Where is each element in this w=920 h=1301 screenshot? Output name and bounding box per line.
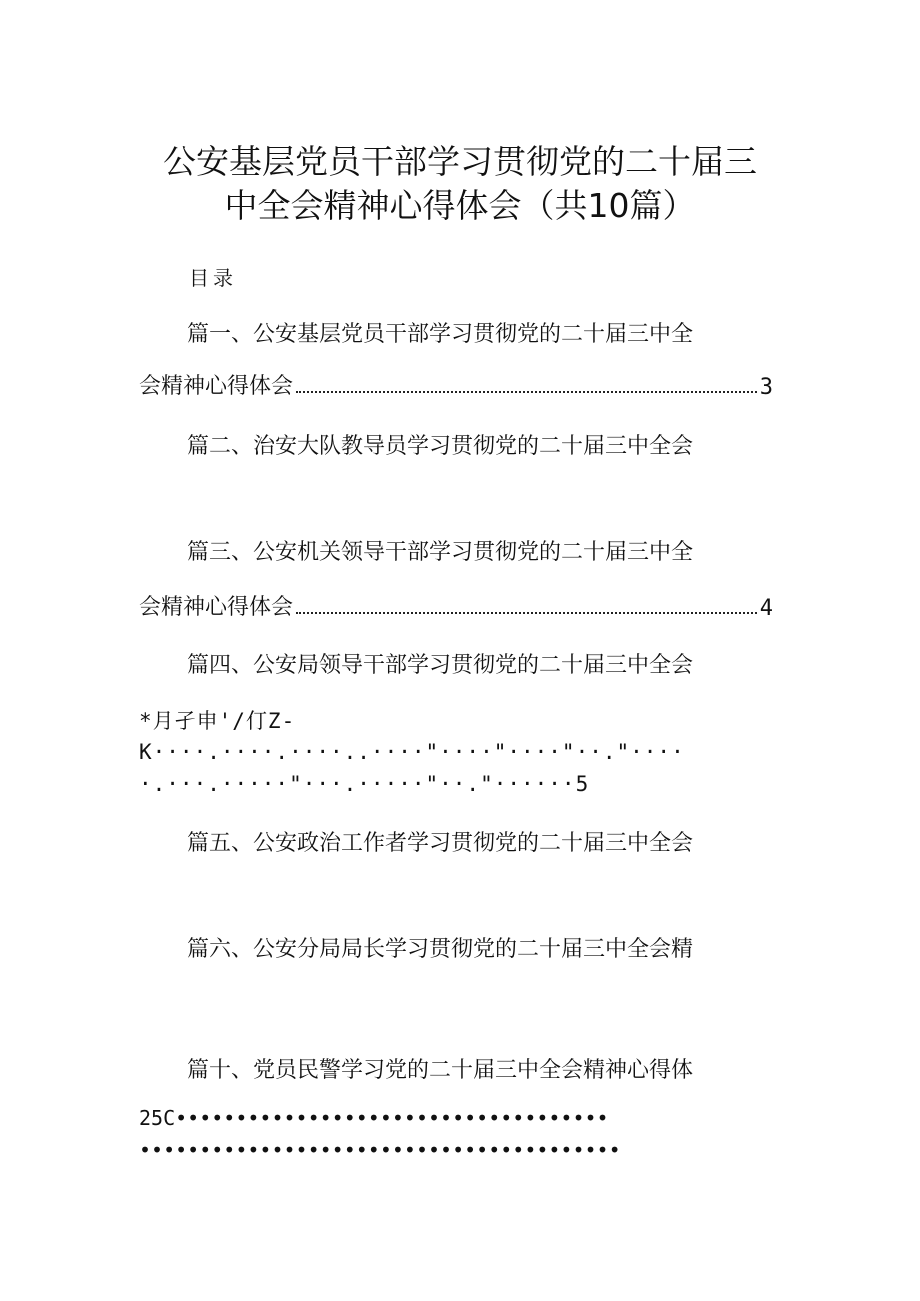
toc-entry-7-garbled-line-2: •••••••••••••••••••••••••••••••••••••••• [139, 1138, 621, 1162]
toc-entry-5-title: 篇五、公安政治工作者学习贯彻党的二十届三中全会 [187, 831, 694, 856]
toc-entry-2-title: 篇二、治安大队教导员学习贯彻党的二十届三中全会 [187, 434, 694, 459]
toc-entry-7-title: 篇十、党员民警学习党的二十届三中全会精神心得体 [187, 1058, 694, 1083]
dot-leader [296, 612, 757, 614]
document-title-line-1: 公安基层党员干部学习贯彻党的二十届三 [163, 142, 757, 181]
toc-entry-4-garbled-line-2: K····.····.····..····"····"····"··."···· [139, 740, 685, 764]
toc-entry-7-garbled-line-1: 25C•••••••••••••••••••••••••••••••••••• [139, 1106, 609, 1130]
toc-entry-3-title: 篇三、公安机关领导干部学习贯彻党的二十届三中全 [187, 540, 694, 565]
toc-entry-1-leader [139, 370, 773, 400]
toc-entry-4-garbled-line-3: ·.···.·····"···.·····"··."······5 [139, 772, 590, 796]
toc-entry-6-title: 篇六、公安分局局长学习贯彻党的二十届三中全会精 [187, 937, 694, 962]
toc-entry-1-continuation: 会精神心得体会 [139, 374, 294, 399]
toc-heading: 目录 [189, 266, 237, 290]
toc-entry-1-page: 3 [759, 375, 773, 400]
toc-entry-3-page: 4 [759, 596, 773, 621]
toc-entry-3-leader [139, 591, 773, 621]
document-title-line-2: 中全会精神心得体会（共10篇） [224, 186, 696, 225]
toc-entry-4-garbled-line-1: *月孑申'/仃Z- [139, 709, 296, 733]
toc-entry-1-title: 篇一、公安基层党员干部学习贯彻党的二十届三中全 [187, 322, 694, 347]
dot-leader [296, 391, 757, 393]
toc-entry-3-continuation: 会精神心得体会 [139, 595, 294, 620]
toc-entry-4-title: 篇四、公安局领导干部学习贯彻党的二十届三中全会 [187, 653, 694, 678]
